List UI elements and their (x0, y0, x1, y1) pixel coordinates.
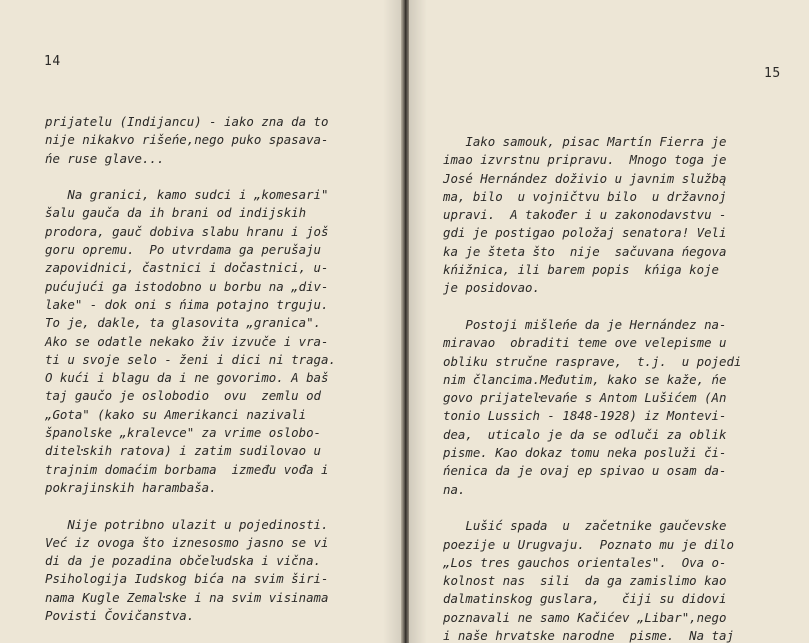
text-line (443, 499, 741, 517)
text-line: španolske „kralevce" za vrime oslobo- (45, 425, 322, 441)
left-page (0, 0, 401, 643)
text-line: ńe ruse glave... (45, 150, 165, 166)
book-gutter (401, 0, 409, 643)
text-line: Već iz ovoga što iznesosmo jasno se vi (45, 534, 329, 550)
text-line: pisme. Kao dokaz tomu neka posluži či- (443, 445, 727, 461)
text-line: Psihologija Iudskog bića na svim širi- (45, 571, 329, 587)
text-line: kolnost nas sili da ga zamislimo kao (443, 573, 727, 589)
text-line: taj gaučo je oslobodio ovu zemlu od (45, 388, 322, 404)
text-line: di da je pozadina občeŀudska i vična. (45, 553, 322, 569)
right-page-number: 15 (764, 66, 781, 81)
text-line: ńenica da je ovaj ep spivao u osam da- (443, 463, 727, 479)
text-line: nije nikakvo rišeńe,nego puko spasava- (45, 132, 329, 148)
text-line: dea, uticalo je da se odluči za oblik (443, 426, 727, 442)
text-line: Nije potribno ulazit u pojedinosti. (45, 516, 329, 532)
text-line: miravao obraditi teme ove velepisme u (443, 335, 727, 351)
text-line: imao izvrstnu pripravu. Mnogo toga je (443, 152, 727, 168)
text-line: prodora, gauč dobiva slabu hranu i još (45, 223, 329, 239)
text-line: kńižnica, ili barem popis kńiga koje (443, 262, 720, 278)
text-line: ka je šteta što nije sačuvana ńegova (443, 243, 727, 259)
text-line: „Los tres gauchos orientales". Ova o- (443, 554, 727, 570)
right-page-text (443, 133, 741, 643)
text-line: šalu gauča da ih brani od indijskih (45, 205, 307, 221)
text-line (45, 168, 336, 186)
text-line: Lušić spada u začetnike gaučevske (443, 518, 727, 534)
text-line: To je, dakle, ta glasovita „granica". (45, 315, 322, 331)
text-line: „Gota" (kako su Amerikanci nazivali (45, 406, 307, 422)
text-line: lake" - dok oni s ńima potajno trguju. (45, 296, 329, 312)
text-line (443, 298, 741, 316)
text-line: je posidovao. (443, 280, 540, 296)
text-line: nim člancima.Međutim, kako se kaže, ńe (443, 371, 727, 387)
text-line: na. (443, 481, 466, 497)
text-line: ma, bilo u vojničtvu bilo u državnoj (443, 188, 727, 204)
text-line: O kući i blagu da i ne govorimo. A baš (45, 370, 329, 386)
text-line: Iako samouk, pisac Martín Fierra je (443, 134, 727, 149)
left-page-text (45, 113, 336, 625)
text-line: ti u svoje selo - ženi i dici ni traga. (45, 351, 336, 367)
text-line: zapovidnici, častnici i dočastnici, u- (45, 260, 329, 276)
text-line: poznavali ne samo Kačićev „Libar",nego (443, 609, 727, 625)
text-line: gdi je postigao položaj senatora! Veli (443, 225, 727, 241)
text-line: govo prijateŀevańe s Antom Lušićem (An (443, 390, 727, 406)
left-page-gutter-shade (383, 0, 401, 643)
text-line: Ako se odatle nekako živ izvuče i vra- (45, 333, 329, 349)
right-page (409, 0, 809, 643)
text-line: nama Kugle Zemaŀske i na svim visinama (45, 589, 329, 605)
text-line: prijatelu (Indijancu) - iako zna da to (45, 114, 329, 129)
text-line (45, 497, 336, 515)
text-line: pokrajinskih harambaša. (45, 479, 217, 495)
text-line: José Hernández doživio u javnim službą (443, 170, 727, 186)
text-line: goru opremu. Po utvrdama ga perušaju (45, 242, 322, 258)
text-line: trajnim domaćim borbama između vođa i (45, 461, 329, 477)
text-line: dalmatinskog guslara, čiji su didovi (443, 591, 727, 607)
text-line: Povisti Čovičanstva. (45, 608, 195, 624)
text-line: obliku stručne rasprave, t.j. u pojedi (443, 353, 742, 369)
text-line: i naše hrvatske narodne pisme. Na taj (443, 628, 734, 643)
text-line: upravi. A također i u zakonodavstvu - (443, 207, 727, 223)
text-line: poezije u Urugvaju. Poznato mu je dilo (443, 536, 734, 552)
left-page-number: 14 (44, 54, 61, 69)
text-line: Postoji mišleńe da je Hernández na- (443, 316, 727, 332)
right-page-gutter-shade (409, 0, 427, 643)
text-line: pućujući ga istodobno u borbu na „div- (45, 278, 329, 294)
text-line: diteŀskih ratova) i zatim sudilovao u (45, 443, 322, 459)
text-line: Na granici, kamo sudci i „komesari" (45, 187, 329, 203)
text-line: tonio Lussich - 1848-1928) iz Montevi- (443, 408, 727, 424)
